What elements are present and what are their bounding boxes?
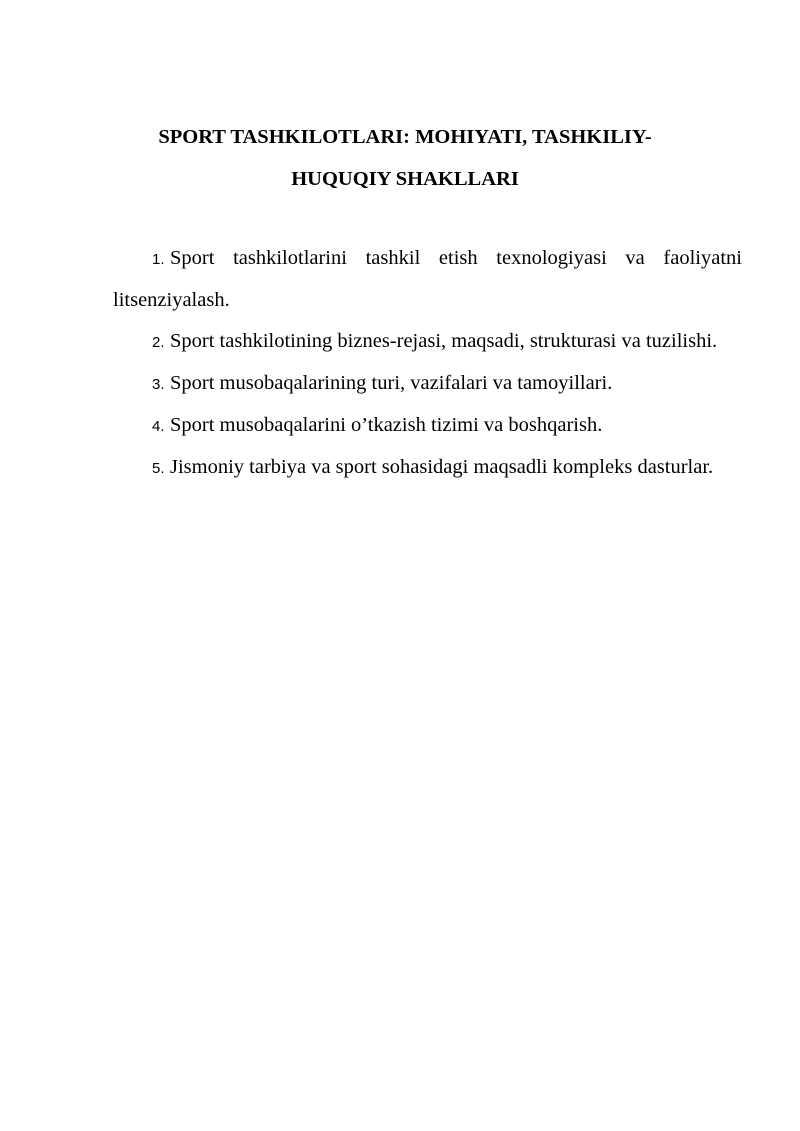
topic-list: [113, 238, 742, 489]
document-title: SPORT TASHKILOTLARI: MOHIYATI, TASHKILIY-HUQUQIY SHAKLLARI: [158, 126, 652, 190]
list-item-number: 3.: [152, 376, 165, 393]
list-item: [113, 321, 742, 363]
list-item-number: 2.: [152, 334, 165, 351]
list-item-number: 5.: [152, 460, 165, 477]
list-item-text: Sport musobaqalarining turi, vazifalari va tamoyillari.: [170, 372, 613, 394]
list-item-text: Sport musobaqalarini o’tkazish tizimi va boshqarish.: [170, 414, 603, 436]
list-item: [113, 363, 742, 405]
list-item: [113, 405, 742, 447]
list-item-text: Jismoniy tarbiya va sport sohasidagi maqsadli kompleks dasturlar.: [170, 456, 714, 478]
list-item-text: Sport tashkilotlarini tashkil etish texnologiyasi va faoliyatni litsenziyalash.: [113, 247, 742, 311]
list-item-text: Sport tashkilotining biznes-rejasi, maqsadi, strukturasi va tuzilishi.: [170, 330, 718, 352]
list-item-number: 4.: [152, 418, 165, 435]
list-item-number: 1.: [152, 251, 165, 268]
list-item: [113, 238, 742, 321]
list-item: [113, 447, 742, 489]
